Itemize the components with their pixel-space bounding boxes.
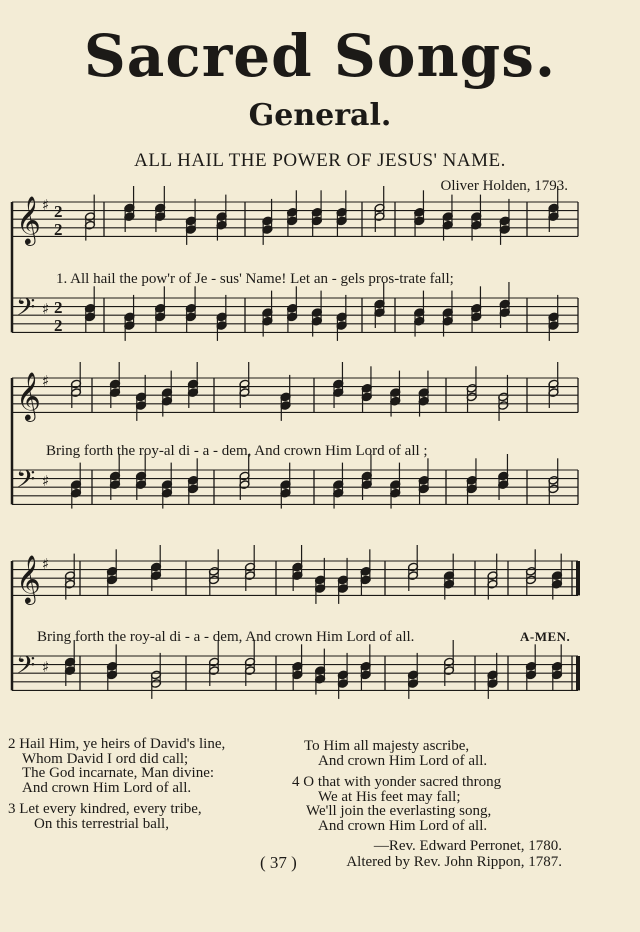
treble-clef-icon: 𝄞 xyxy=(16,371,41,420)
bass-clef-icon: 𝄢 xyxy=(16,293,36,328)
sharp-icon: ♯ xyxy=(42,372,50,390)
author-credits xyxy=(346,838,562,870)
page-number: ( 37 ) xyxy=(260,853,297,872)
lyric-line-2: Bring forth the roy-al di - a - dem, And crown Him Lord of all ; xyxy=(46,443,428,459)
verse-line: On this terrestrial ball, xyxy=(34,815,169,832)
verse-line: And crown Him Lord of all. xyxy=(318,752,488,769)
treble-clef-icon: 𝄞 xyxy=(16,195,41,244)
verse-line: 4 O that with yonder sacred throng xyxy=(292,774,502,790)
sharp-icon: ♯ xyxy=(42,658,50,676)
verse-line: Whom David I ord did call; xyxy=(22,750,189,767)
sharp-icon: ♯ xyxy=(42,196,50,214)
verses-right xyxy=(292,739,501,833)
composer-credit: Oliver Holden, 1793. xyxy=(440,178,568,194)
verse-line: We at His feet may fall; xyxy=(318,788,461,805)
lyric-line-1: 1. All hail the pow'r of Je - sus' Name! Let an - gels pros-trate fall; xyxy=(56,271,454,287)
amen-label: A-MEN. xyxy=(520,629,571,644)
verse-line: The God incarnate, Man divine: xyxy=(22,765,215,781)
section-title: General. xyxy=(248,98,392,133)
time-signature-icon: 2 xyxy=(54,316,63,335)
time-signature-icon: 2 xyxy=(54,202,63,221)
time-signature-icon: 2 xyxy=(54,298,63,317)
bass-clef-icon: 𝄢 xyxy=(16,465,36,500)
sharp-icon: ♯ xyxy=(42,555,50,573)
verse-line: 3 Let every kindred, every tribe, xyxy=(8,801,202,817)
verse-line: To Him all majesty ascribe, xyxy=(304,738,470,754)
bass-clef-icon: 𝄢 xyxy=(16,651,36,686)
verse-line: We'll join the everlasting song, xyxy=(306,803,492,819)
hymn-title: ALL HAIL THE POWER OF JESUS' NAME. xyxy=(134,150,506,171)
credit-line: —Rev. Edward Perronet, 1780. xyxy=(373,838,562,854)
time-signature-icon: 2 xyxy=(54,220,63,239)
verse-line: And crown Him Lord of all. xyxy=(22,779,192,796)
page-title: Sacred Songs. xyxy=(83,22,557,90)
credit-line: Altered by Rev. John Rippon, 1787. xyxy=(346,854,562,870)
treble-clef-icon: 𝄞 xyxy=(16,554,41,603)
verse-line: 2 Hail Him, ye heirs of David's line, xyxy=(8,736,226,752)
verse-line: And crown Him Lord of all. xyxy=(318,817,488,834)
sharp-icon: ♯ xyxy=(42,472,50,490)
sharp-icon: ♯ xyxy=(42,300,50,318)
verses-left xyxy=(8,737,225,831)
lyric-line-3: Bring forth the roy-al di - a - dem, And crown Him Lord of all. xyxy=(37,629,415,645)
